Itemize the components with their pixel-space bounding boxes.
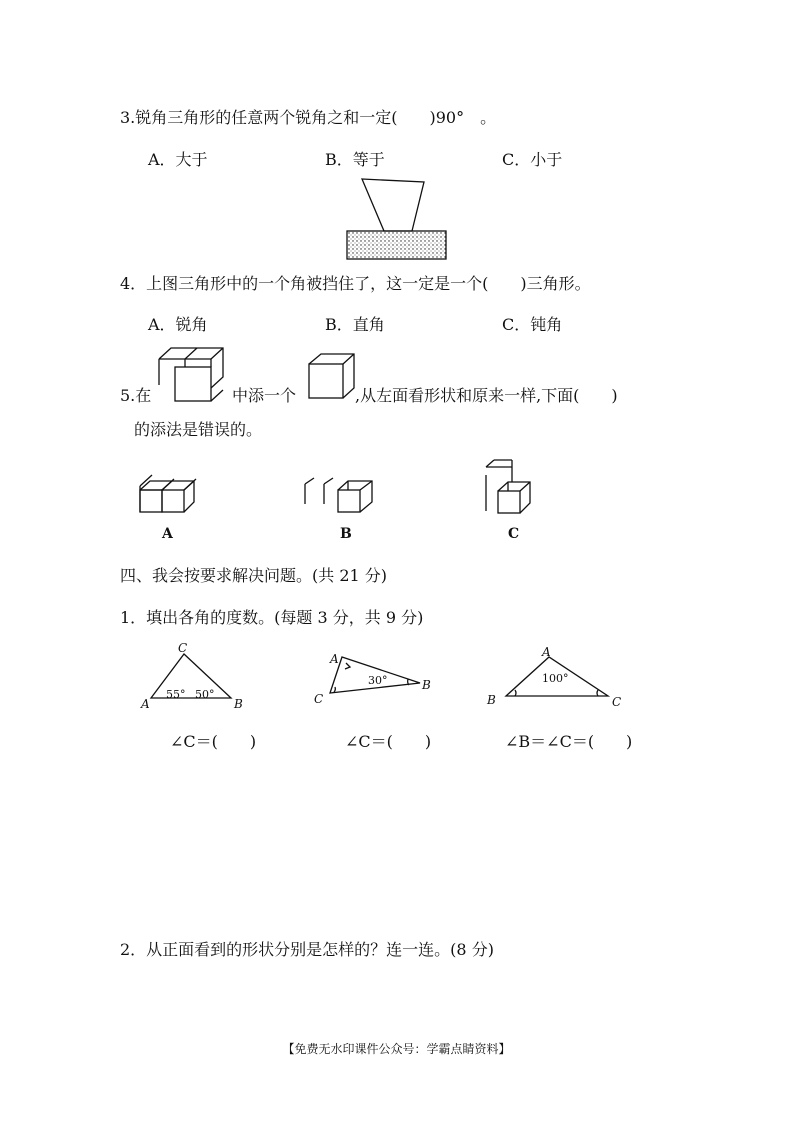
- blocking-board: [347, 231, 446, 259]
- page-footer: 【免费无水印课件公众号：学霸点睛资料】: [282, 1042, 511, 1056]
- triangle-1-vertex-a: A: [141, 697, 150, 711]
- triangle-3-angle-a: 100°: [542, 672, 569, 685]
- triangle-1-vertex-b: B: [234, 697, 243, 711]
- triangle-3-vertex-c: C: [612, 695, 622, 709]
- section-4-heading: 四、我会按要求解决问题。(共 21 分): [120, 566, 388, 585]
- q5-choice-c-label: C: [508, 526, 520, 542]
- q5-suffix: ,从左面看形状和原来一样,下面( ): [355, 386, 618, 405]
- q4-option-b: B．直角: [325, 315, 385, 334]
- q5-line2: 的添法是错误的。: [134, 420, 263, 439]
- q5-single-cube: [307, 352, 357, 404]
- section-4-q2-stem: 2．从正面看到的形状分别是怎样的？连一连。(8 分): [120, 940, 494, 959]
- triangle-2-angle-b: 30°: [368, 674, 388, 687]
- q5-original-cubes: [156, 345, 230, 405]
- q3-option-a: A．大于: [148, 150, 208, 169]
- q4-stem: 4．上图三角形中的一个角被挡住了，这一定是一个( )三角形。: [120, 274, 591, 293]
- triangle-1-figure: [138, 640, 250, 715]
- partial-triangle: [362, 179, 424, 231]
- q3-option-c: C．小于: [502, 150, 563, 169]
- q5-choice-b-figure: [302, 470, 392, 545]
- q5-choice-c-figure: [478, 455, 548, 545]
- triangle-1-vertex-c: C: [178, 641, 188, 655]
- q4-option-c: C．钝角: [502, 315, 563, 334]
- triangle-2-vertex-c: C: [314, 692, 324, 706]
- q5-choice-a-label: A: [162, 526, 173, 542]
- q5-choice-b-label: B: [340, 526, 352, 542]
- triangle-1-angle-b: 50°: [195, 688, 215, 701]
- triangle-2-vertex-b: B: [422, 678, 431, 692]
- q5-choice-a-figure: [138, 470, 208, 545]
- triangle-3-figure: [484, 640, 629, 712]
- triangle-2-vertex-a: A: [330, 652, 339, 666]
- q5-prefix: 5.在: [120, 386, 152, 405]
- hidden-angle-triangle-figure: [340, 176, 452, 262]
- q3-stem: 3.锐角三角形的任意两个锐角之和一定( )90° 。: [120, 108, 497, 127]
- triangle-2-answer[interactable]: ∠C＝( ): [345, 732, 432, 751]
- q4-option-a: A．锐角: [148, 315, 208, 334]
- triangle-3-vertex-b: B: [487, 693, 496, 707]
- triangle-3-vertex-a: A: [542, 645, 551, 659]
- triangle-3-answer[interactable]: ∠B＝∠C＝( ): [505, 732, 633, 751]
- triangle-2-figure: [312, 645, 437, 710]
- triangle-1-answer[interactable]: ∠C＝( ): [170, 732, 257, 751]
- q3-option-b: B．等于: [325, 150, 385, 169]
- section-4-q1-stem: 1．填出各角的度数。(每题 3 分，共 9 分): [120, 608, 424, 627]
- triangle-1-angle-a: 55°: [166, 688, 186, 701]
- q5-middle: 中添一个: [232, 386, 297, 405]
